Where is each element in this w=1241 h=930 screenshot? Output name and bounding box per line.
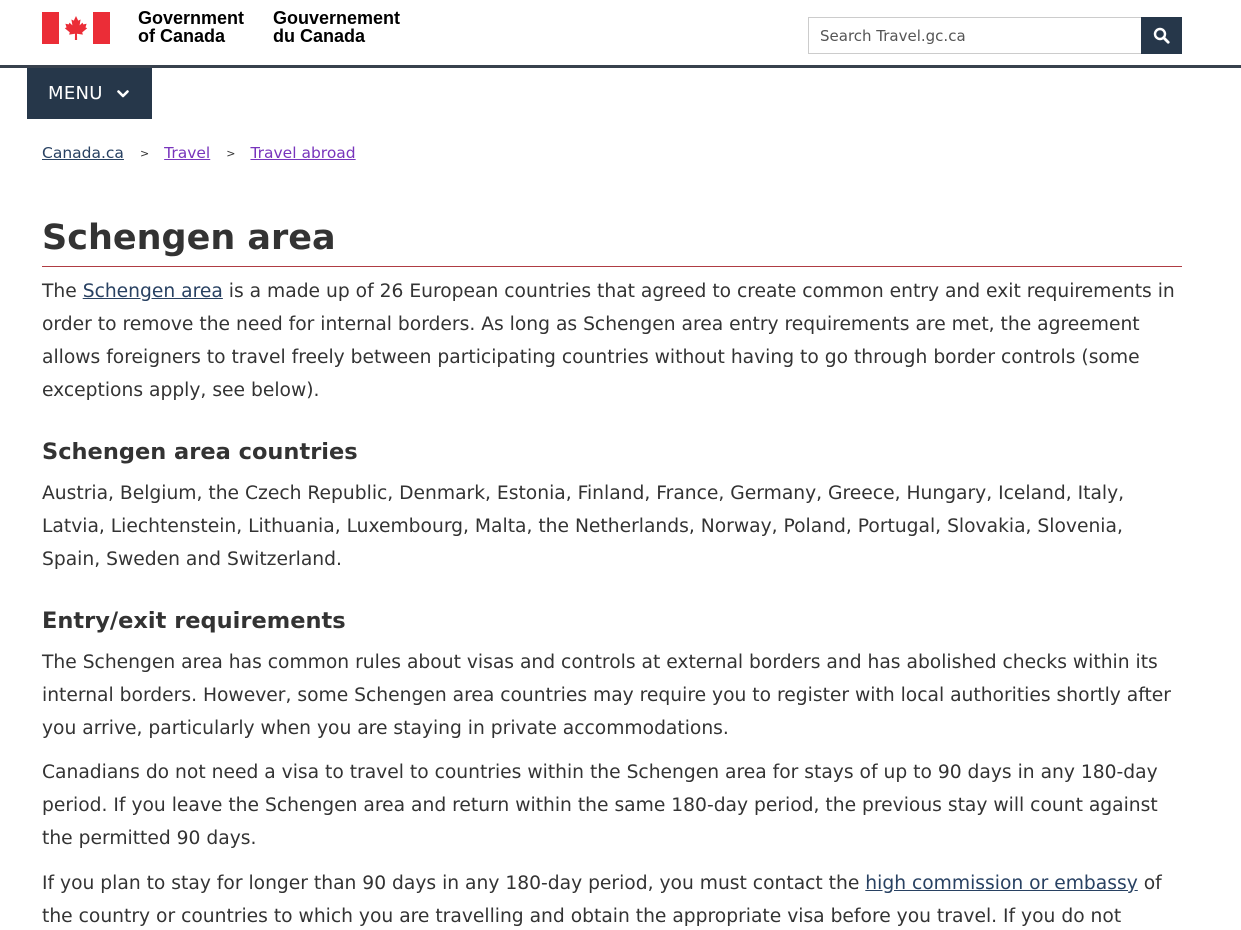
- entry-paragraph-2: Canadians do not need a visa to travel to countries within the Schengen area for stays of up to 90 days in any 180-day period. If you leave the Schengen area and return within the same 180-day period, the previous stay will count against the permitted 90 days.: [42, 762, 1158, 849]
- breadcrumb-link-travel-abroad[interactable]: Travel abroad: [250, 144, 356, 162]
- high-commission-embassy-link[interactable]: high commission or embassy: [865, 873, 1138, 894]
- intro-paragraph: [42, 275, 1182, 407]
- signature-fr-line1: Gouvernement: [273, 8, 401, 28]
- entry-paragraph-1: The Schengen area has common rules about visas and controls at external borders and has abolished checks within its internal borders. However, some Schengen area countries may require you to register with local authorities shortly after you arrive, particularly when you are staying in private accommodations.: [42, 652, 1171, 739]
- site-header: [0, 0, 1241, 68]
- gouvernement-du-canada-signature[interactable]: [273, 9, 400, 45]
- signature-fr-line2: du Canada: [273, 26, 366, 46]
- government-of-canada-signature[interactable]: [138, 9, 244, 45]
- search-button[interactable]: [1141, 17, 1182, 54]
- signature-en-line2: of Canada: [138, 26, 226, 46]
- menu-button[interactable]: [27, 68, 152, 119]
- chevron-down-icon: [116, 87, 130, 101]
- menu-label: MENU: [48, 83, 103, 104]
- countries-heading: Schengen area countries: [42, 439, 358, 465]
- breadcrumb-separator: >: [226, 147, 236, 160]
- title-divider: [42, 266, 1182, 267]
- schengen-area-link[interactable]: Schengen area: [82, 281, 223, 302]
- breadcrumb-separator: >: [139, 147, 150, 160]
- entry-p3-text-start: If you plan to stay for longer than 90 days in any 180-day period, you must contact the: [42, 873, 866, 894]
- search-icon: [1153, 27, 1170, 44]
- page-title: Schengen area: [42, 218, 336, 258]
- entry-exit-heading: Entry/exit requirements: [42, 608, 346, 634]
- search-form: [808, 17, 1182, 54]
- signature-en-line1: Government: [138, 8, 245, 28]
- countries-paragraph: Austria, Belgium, the Czech Republic, Denmark, Estonia, Finland, France, Germany, Greece, Hungary, Iceland, Italy, Latvia, Liechtenstein, Lithuania, Luxembourg, Malta, the Netherlands, Norway, Poland, Portugal, Slovakia, Slovenia, Spain, Sweden and Switzerland.: [42, 483, 1125, 570]
- intro-text-rest: is a made up of 26 European countries that agreed to create common entry and exit requirements in order to remove the need for internal borders. As long as Schengen area entry requirements are met, the agreement allows foreigners to travel freely between participating countries without having to go through border controls (some exceptions apply, see below).: [42, 281, 1175, 401]
- entry-p3-text-rest: of the country or countries to which you are travelling and obtain the appropriate visa before you travel. If you do not: [42, 873, 1162, 927]
- entry-paragraph-3: [42, 867, 1182, 930]
- breadcrumb: [42, 143, 356, 165]
- intro-text-start: The: [42, 281, 83, 302]
- search-input[interactable]: [808, 17, 1142, 54]
- breadcrumb-link-canada[interactable]: Canada.ca: [42, 144, 124, 162]
- canada-flag-icon[interactable]: [42, 12, 110, 44]
- breadcrumb-link-travel[interactable]: Travel: [164, 144, 211, 162]
